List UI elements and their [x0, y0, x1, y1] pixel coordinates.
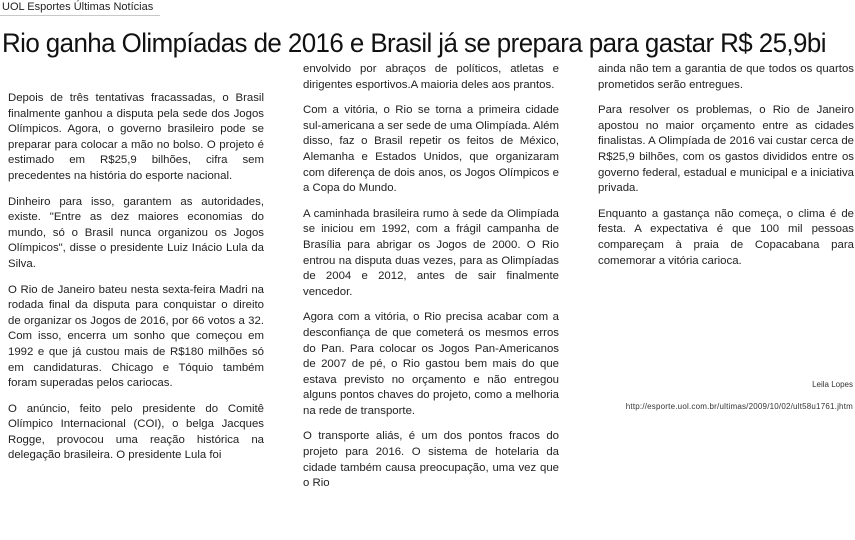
- article-column-2: [303, 62, 559, 502]
- paragraph: Dinheiro para isso, garantem as autoridades, existe. "Entre as dez maiores economias do mundo, só o Brasil nunca organizou os Jogos Olímpicos", disse o presidente Luiz Inácio Lula da Silva.: [8, 195, 264, 270]
- article-column-3: [598, 62, 854, 279]
- paragraph: Com a vitória, o Rio se torna a primeira cidade sul-americana a ser sede de uma Olimpíada. Além disso, faz o Brasil repetir os feitos de México, Alemanha e Estados Unidos, que organizaram com diferença de dois anos, os Jogos Olímpicos e a Copa do Mundo.: [303, 104, 559, 195]
- divider: [0, 15, 160, 16]
- paragraph: Para resolver os problemas, o Rio de Janeiro apostou no maior orçamento entre as cidades finalistas. A Olimpíada de 2016 vai custar cerca de R$25,9 bilhões, com os gastos divididos entre os governo federal, estadual e municipal e a iniciativa privada.: [598, 104, 854, 195]
- paragraph: Enquanto a gastança não começa, o clima é de festa. A expectativa é que 100 mil pessoas compareçam à praia de Copacabana para comemorar a vitória carioca.: [598, 207, 854, 267]
- source-label: UOL Esportes Últimas Notícias: [2, 1, 154, 13]
- paragraph: ainda não tem a garantia de que todos os quartos prometidos serão entregues.: [598, 63, 854, 91]
- source-url: http://esporte.uol.com.br/ultimas/2009/10/02/ult58u1761.jhtm: [625, 402, 853, 411]
- paragraph: O Rio de Janeiro bateu nesta sexta-feira Madri na rodada final da disputa para conquistar o direito de organizar os Jogos de 2016, por 66 votos a 32. Com isso, encerra um sonho que começou em 1992 e que já custou mais de R$180 milhões só em candidaturas. Chicago e Tóquio também foram superadas pelos cariocas.: [8, 283, 264, 390]
- article-column-1: [8, 91, 264, 474]
- paragraph: O anúncio, feito pelo presidente do Comitê Olímpico Internacional (COI), o belga Jacques Rogge, provocou uma reação histórica na delegação brasileira. O presidente Lula foi: [8, 402, 264, 462]
- paragraph: O transporte aliás, é um dos pontos fracos do projeto para 2016. O sistema de hotelaria da cidade também causa preocupação, uma vez que o Rio: [303, 430, 559, 490]
- headline: Rio ganha Olimpíadas de 2016 e Brasil já se prepara para gastar R$ 25,9bi: [2, 28, 826, 58]
- paragraph: A caminhada brasileira rumo à sede da Olimpíada se iniciou em 1992, com a frágil campanha de Brasília para abrigar os Jogos de 2000. O Rio entrou na disputa duas vezes, para as Olimpíadas de 2004 e 2012, antes de sair finalmente vencedor.: [303, 207, 559, 298]
- paragraph: Agora com a vitória, o Rio precisa acabar com a desconfiança de que cometerá os mesmos erros do Pan. Para colocar os Jogos Pan-Americanos de 2007 de pé, o Rio gastou bem mais do que estava previsto no orçamento e não entregou alguns pontos chaves do projeto, como a melhoria na rede de transporte.: [303, 311, 559, 417]
- author-name: Leila Lopes: [812, 380, 853, 389]
- paragraph: Depois de três tentativas fracassadas, o Brasil finalmente ganhou a disputa pela sede dos Jogos Olímpicos. Agora, o governo brasileiro pode se preparar para colocar a mão no bolso. O projeto é estimado em R$25,9 bilhões, cifra sem precedentes na história do esporte nacional.: [8, 92, 264, 182]
- paragraph: envolvido por abraços de políticos, atletas e dirigentes esportivos.A maioria deles aos prantos.: [303, 63, 559, 91]
